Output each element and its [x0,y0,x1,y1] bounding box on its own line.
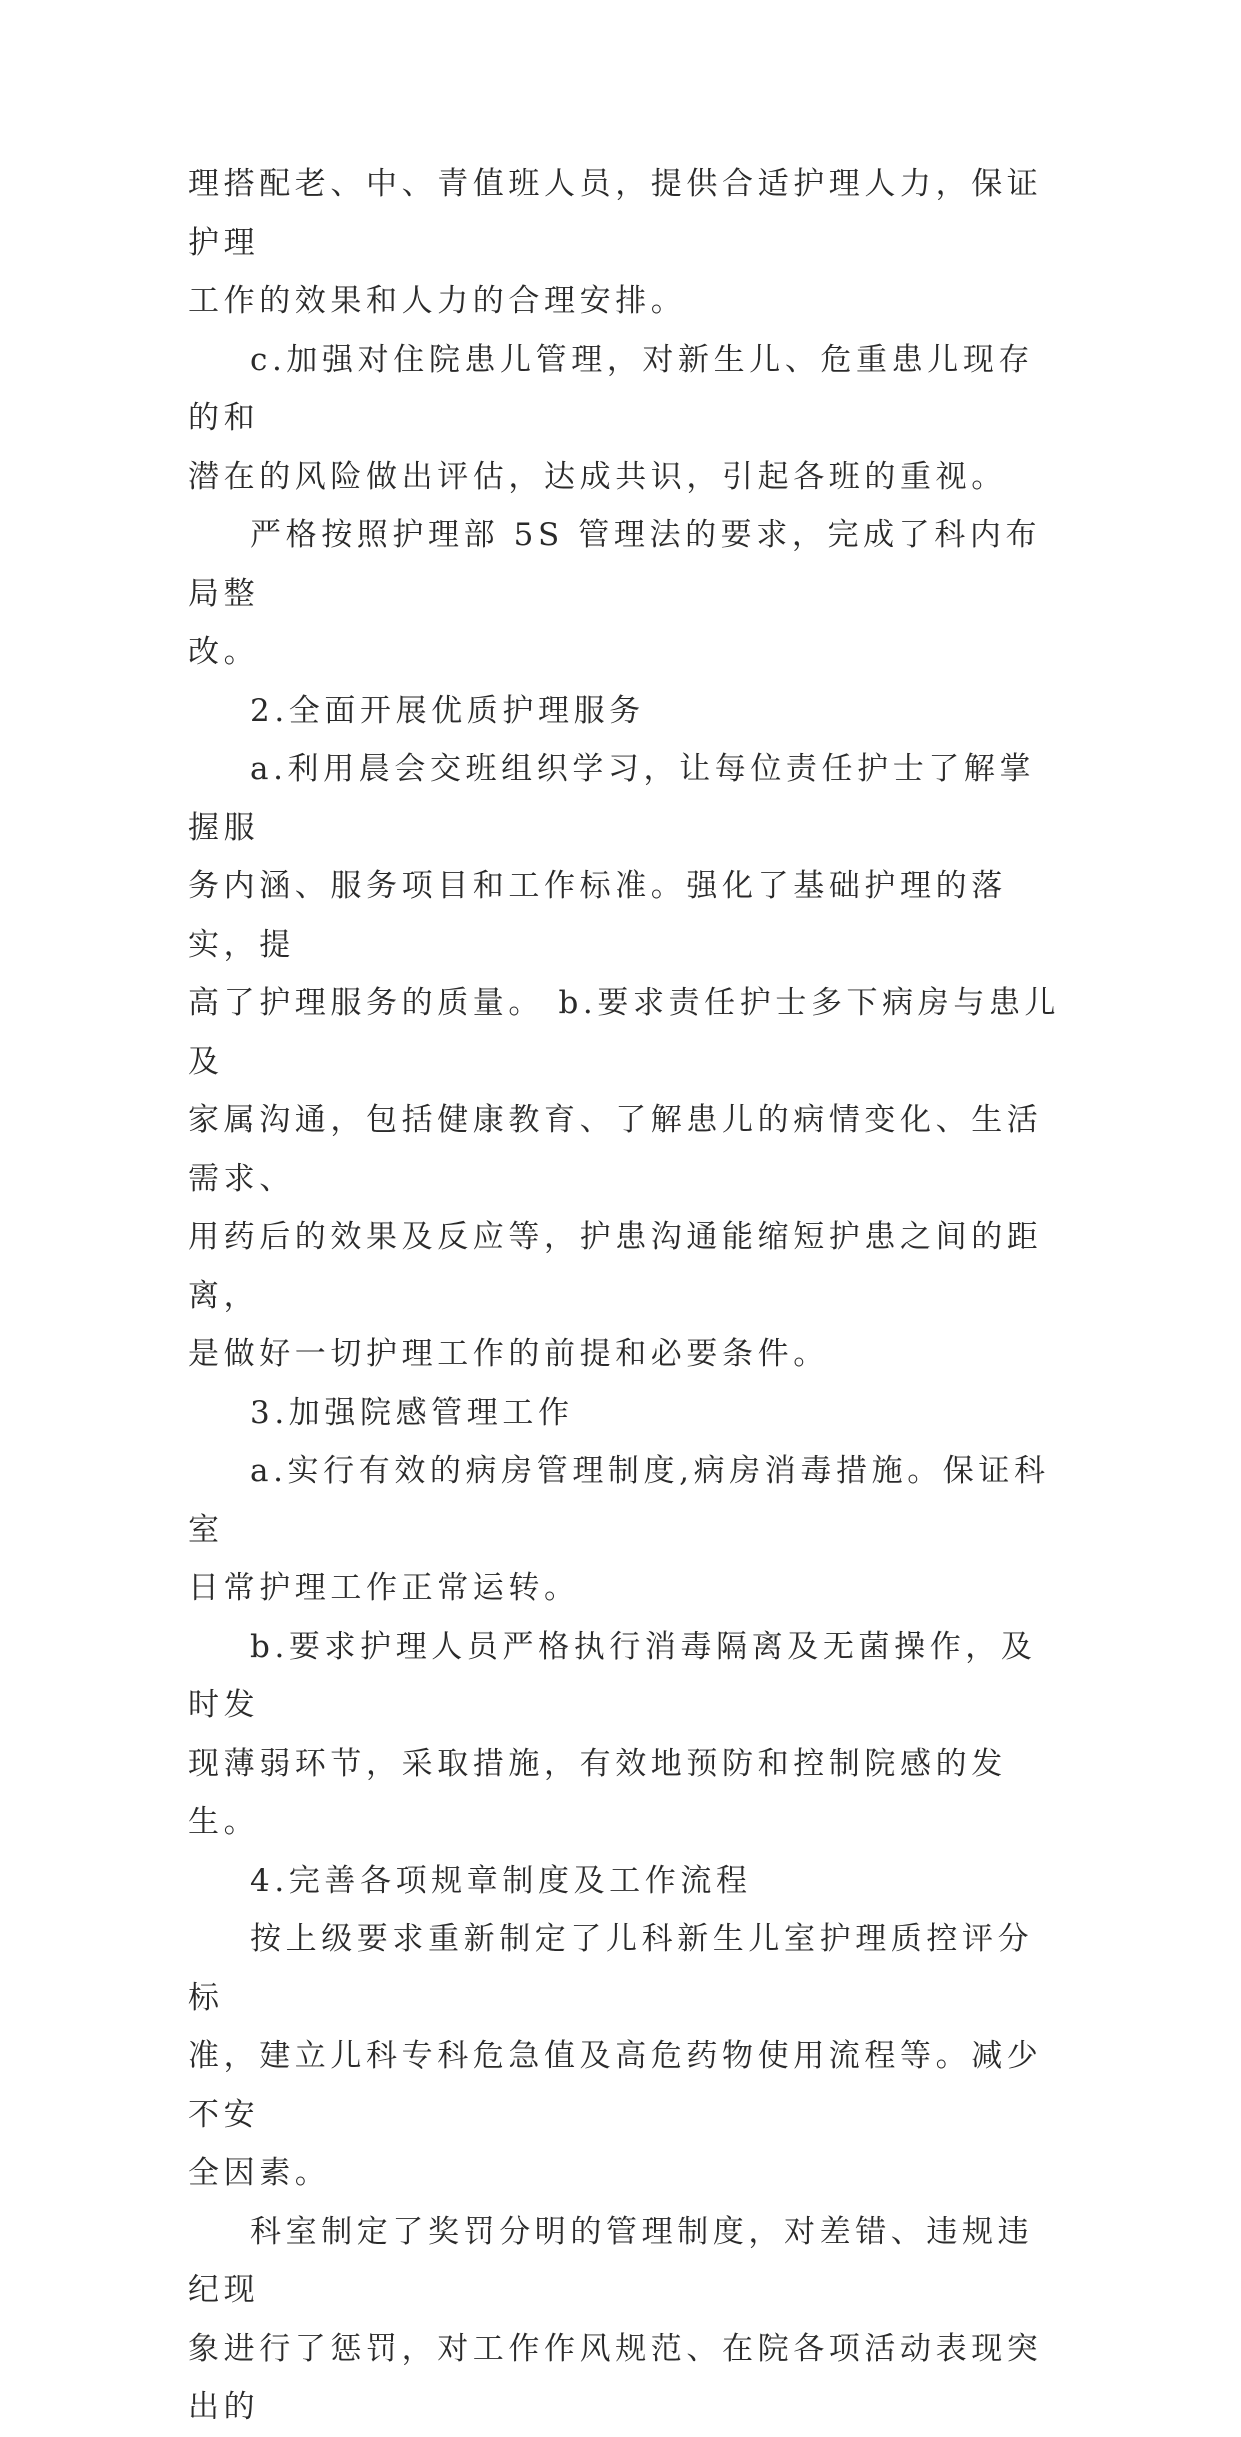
text-line: 是做好一切护理工作的前提和必要条件。 [188,1336,829,1372]
text-line: 按上级要求重新制定了儿科新生儿室护理质控评分标 [188,1921,1034,2016]
text-line: 高了护理服务的质量。 b.要求责任护士多下病房与患儿及 [188,985,1061,1080]
text-line: 科室制定了奖罚分明的管理制度，对差错、违规违纪现 [188,2213,1034,2308]
text-line: b.要求护理人员严格执行消毒隔离及无菌操作，及时发 [188,1628,1037,1723]
text-line: c.加强对住院患儿管理，对新生儿、危重患儿现存的和 [188,341,1035,436]
document-body [188,155,1068,2437]
text-line: 日常护理工作正常运转。 [188,1570,580,1606]
text-line: 4.完善各项规章制度及工作流程 [250,1862,752,1899]
text-line: a.利用晨会交班组织学习，让每位责任护士了解掌握服 [188,751,1036,846]
text-line: 家属沟通，包括健康教育、了解患儿的病情变化、生活需求、 [188,1102,1043,1197]
text-line: 2.全面开展优质护理服务 [250,692,645,729]
text-line: 改。 [188,634,260,670]
text-line: 工作的效果和人力的合理安排。 [188,283,687,319]
text-line: 严格按照护理部 5S 管理法的要求，完成了科内布局整 [188,517,1042,612]
text-line: 全因素。 [188,2155,331,2191]
text-line: 现薄弱环节，采取措施，有效地预防和控制院感的发生。 [188,1745,1007,1840]
text-line: 潜在的风险做出评估，达成共识，引起各班的重视。 [188,458,1007,495]
text-line: a.实行有效的病房管理制度,病房消毒措施。保证科室 [188,1453,1050,1548]
text-line: 用药后的效果及反应等，护患沟通能缩短护患之间的距离， [188,1219,1043,1314]
text-line: 务内涵、服务项目和工作标准。强化了基础护理的落实，提 [188,868,1007,963]
text-line: 理搭配老、中、青值班人员，提供合适护理人力，保证护理 [188,166,1043,261]
text-line: 象进行了惩罚，对工作作风规范、在院各项活动表现突出的 [188,2330,1043,2425]
text-line: 3.加强院感管理工作 [250,1394,574,1431]
text-line: 准，建立儿科专科危急值及高危药物使用流程等。减少不安 [188,2038,1043,2133]
